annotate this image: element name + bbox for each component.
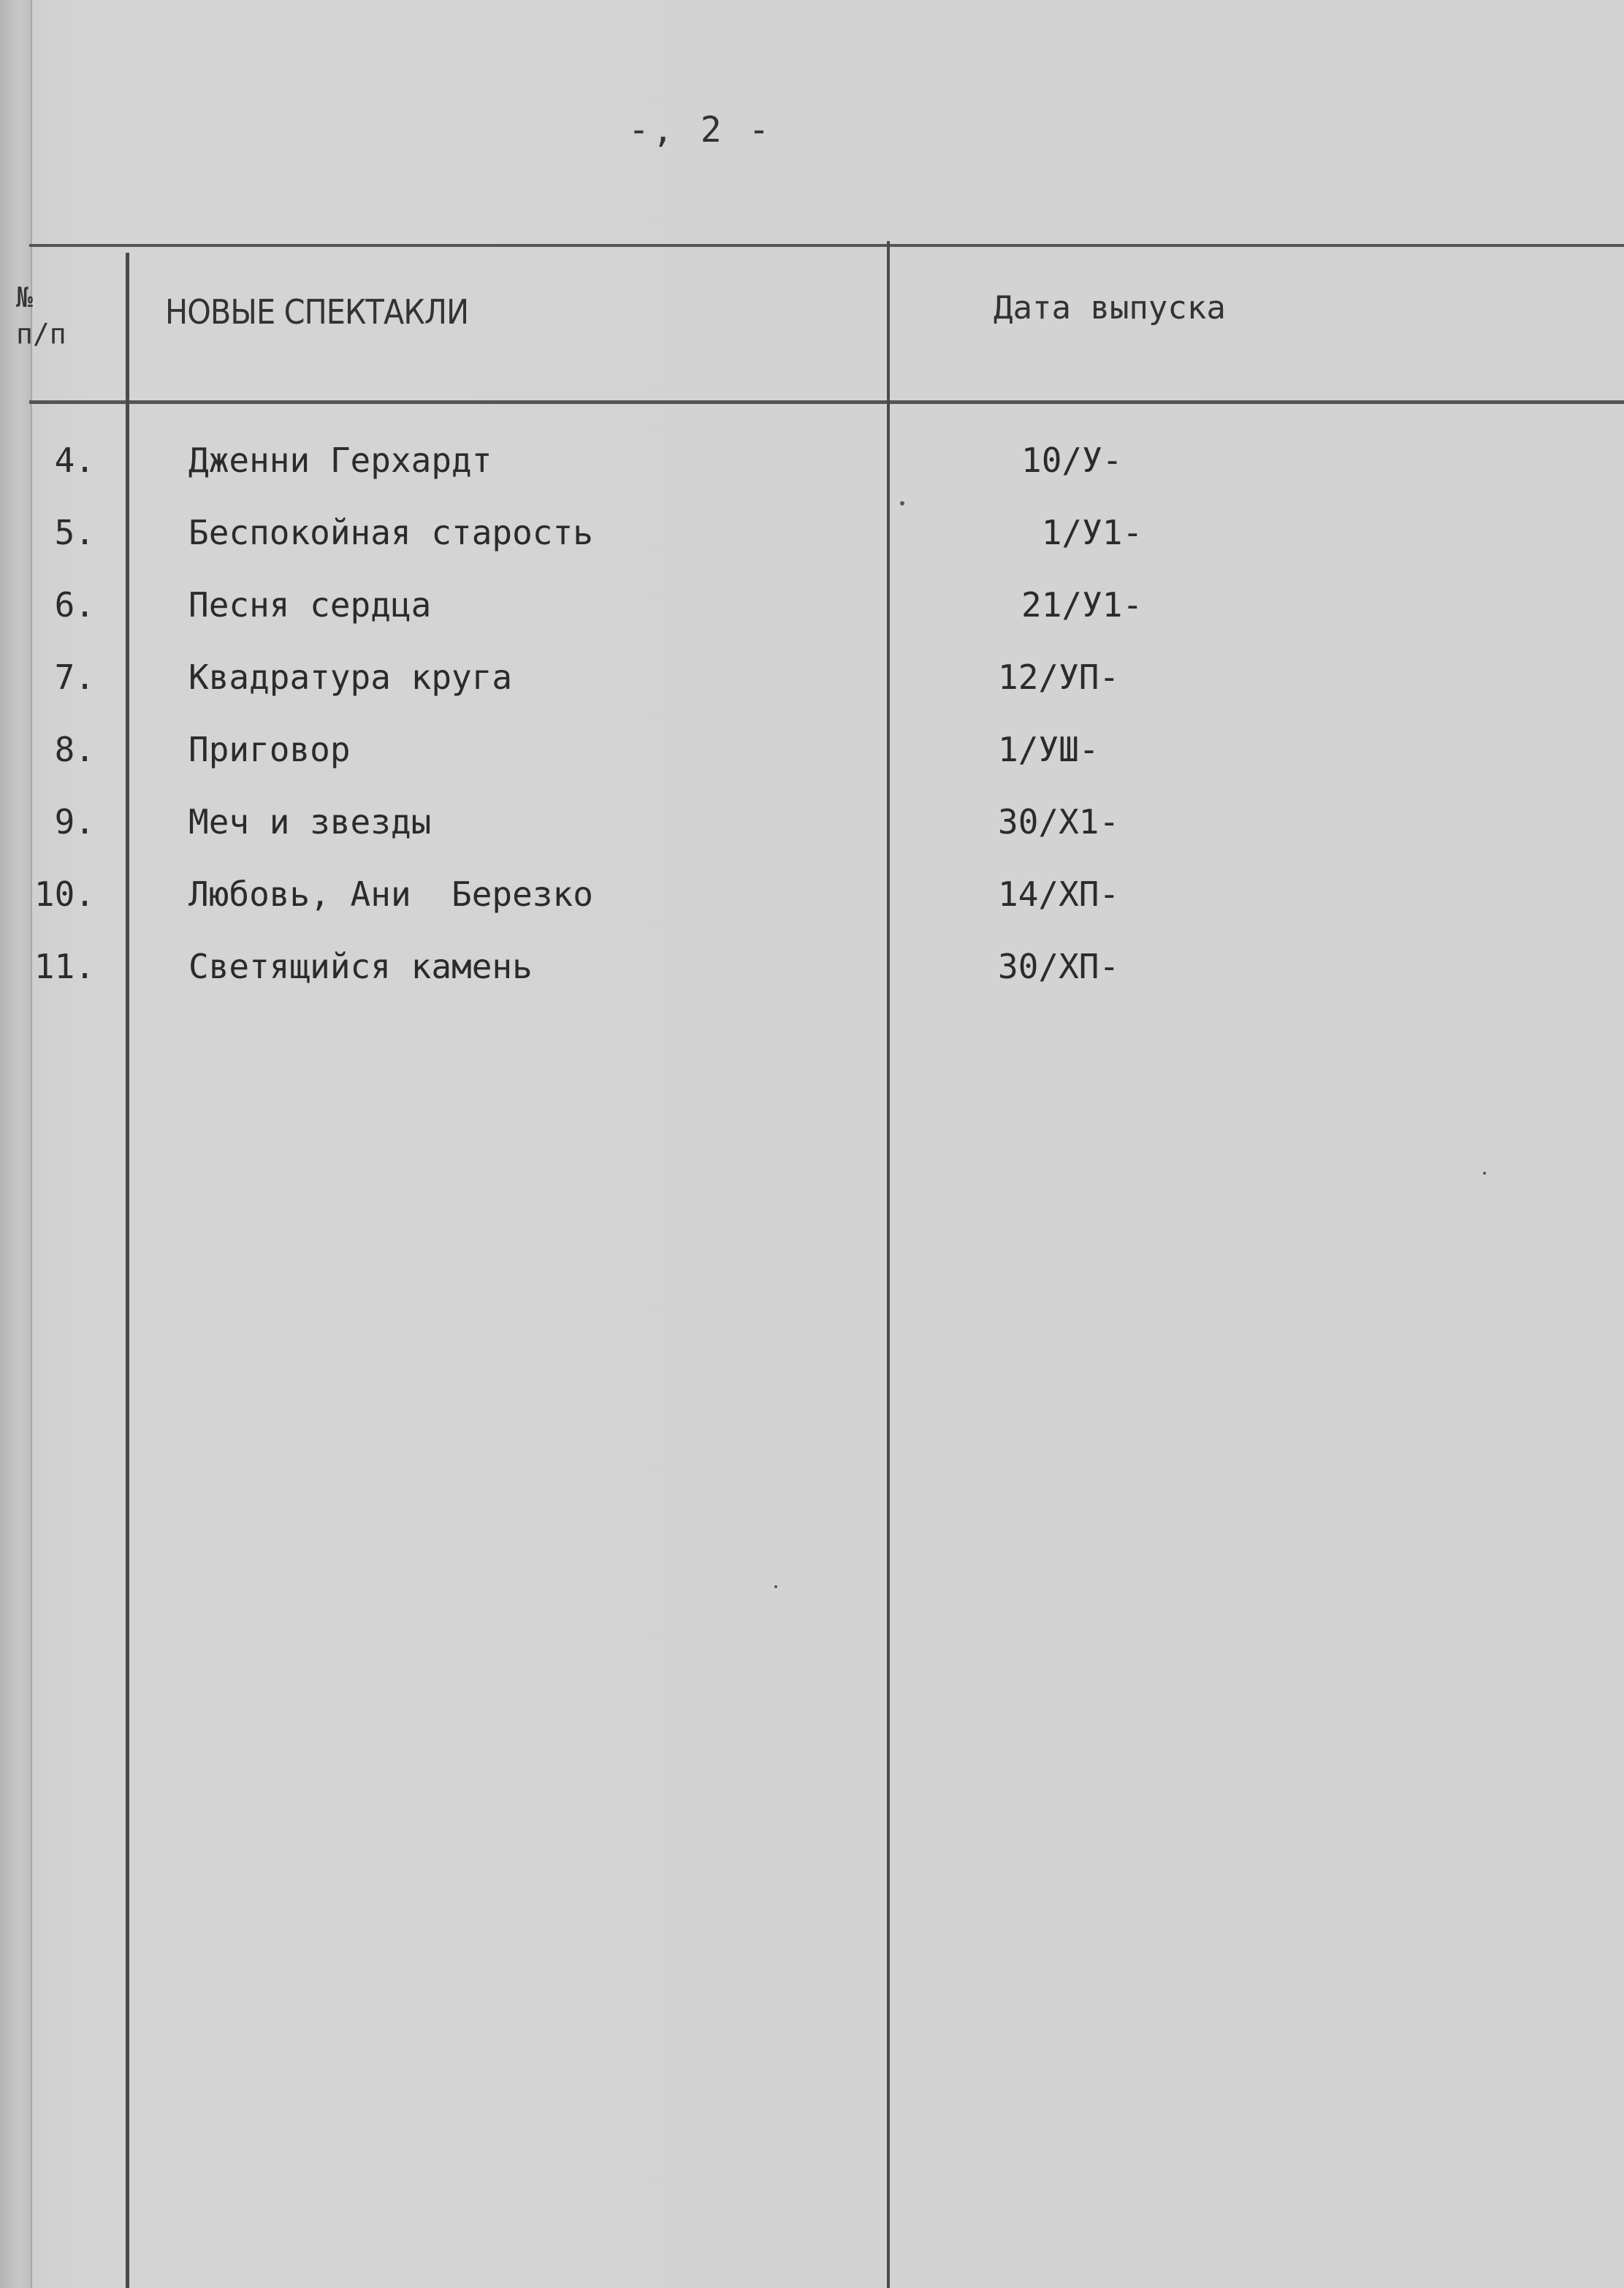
row-title: Песня сердца — [188, 585, 432, 625]
table-row — [0, 872, 1624, 945]
table-row — [0, 728, 1624, 800]
header-date-column: Дата выпуска — [994, 289, 1226, 327]
row-number: 5. — [54, 513, 95, 552]
table-row — [0, 655, 1624, 728]
row-title: Приговор — [188, 730, 351, 769]
row-date: 12/УП- — [998, 657, 1120, 697]
row-date: 30/ХП- — [998, 947, 1120, 986]
row-number: 4. — [54, 441, 95, 480]
row-number: 9. — [54, 802, 95, 842]
row-title: Светящийся камень — [188, 947, 533, 986]
paper-speck — [900, 501, 904, 506]
table-row — [0, 583, 1624, 655]
row-number: 10. — [34, 874, 95, 914]
row-number: 8. — [54, 730, 95, 769]
header-title-column: НОВЫЕ СПЕКТАКЛИ — [165, 292, 469, 332]
row-date: 1/У1- — [1021, 513, 1143, 552]
row-date: 30/Х1- — [998, 802, 1120, 842]
row-title: Беспокойная старость — [188, 513, 593, 552]
row-date: 14/ХП- — [998, 874, 1120, 914]
header-bottom-rule — [29, 400, 1624, 404]
table-row — [0, 800, 1624, 872]
header-number-column: № п/п — [16, 281, 66, 350]
table-body — [0, 438, 1624, 1017]
row-number: 6. — [54, 585, 95, 625]
paper-speck — [1483, 1172, 1486, 1175]
row-title: Любовь, Ани Березко — [188, 874, 593, 914]
row-title: Меч и звезды — [188, 802, 432, 842]
row-date: 21/У1- — [1021, 585, 1143, 625]
row-title: Дженни Герхардт — [188, 441, 492, 480]
row-date: 10/У- — [1021, 441, 1123, 480]
page-number: -, 2 - — [628, 110, 773, 150]
table-row — [0, 438, 1624, 511]
paper-speck — [774, 1585, 777, 1588]
row-date: 1/УШ- — [998, 730, 1099, 769]
table-row — [0, 945, 1624, 1017]
row-number: 11. — [34, 947, 95, 986]
table-row — [0, 511, 1624, 583]
row-number: 7. — [54, 657, 95, 697]
row-title: Квадратура круга — [188, 657, 513, 697]
table-top-rule — [29, 244, 1624, 247]
